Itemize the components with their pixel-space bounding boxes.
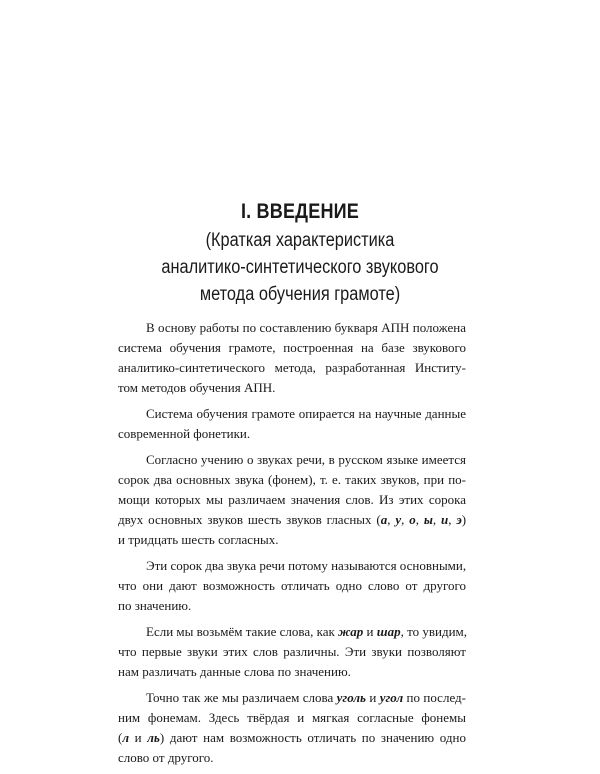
- phoneme-l-soft: ль: [147, 730, 160, 745]
- text-line: сорок два основных звука (фонем), т. е. таких звуков, при по-: [118, 472, 466, 487]
- text-line: система обучения грамоте, построенная на базе звукового: [118, 340, 466, 355]
- text-line: Эти сорок два звука речи потому называются основными,: [146, 558, 467, 573]
- text-line: нам различать данные слова по значению.: [118, 664, 351, 679]
- text-line: аналитико-синтетического метода, разработанная Институ-: [118, 360, 466, 375]
- vowels-line-close: ): [461, 512, 467, 527]
- word-ugol-soft: уголь: [336, 690, 366, 705]
- text-line: Согласно учению о звуках речи, в русском языке имеется: [146, 452, 466, 467]
- text-segment: и: [365, 690, 380, 705]
- text-line: [118, 688, 466, 708]
- vowel-u: у: [395, 512, 402, 527]
- text-segment: Если мы возьмём такие слова, как: [146, 624, 339, 639]
- text-line: Система обучения грамоте опирается на научные данные: [146, 406, 466, 421]
- vowel-o: о: [409, 512, 416, 527]
- text-segment: , то увидим,: [400, 624, 467, 639]
- vowel-i: и: [440, 512, 449, 527]
- text-line: что они дают возможность отличать одно слово от другого: [118, 578, 466, 593]
- chapter-subtitle-line-1: (Краткая характеристика: [205, 230, 395, 251]
- text-line: том методов обучения АПН.: [118, 380, 276, 395]
- paragraph-5: [118, 622, 466, 682]
- word-zhar: жар: [338, 624, 364, 639]
- vowel-e: э: [456, 512, 462, 527]
- text-segment: Точно так же мы различаем слова: [146, 690, 337, 705]
- paragraph-4: [118, 556, 466, 616]
- body-text: [118, 318, 466, 774]
- text-line: мощи которых мы различаем значения слов. Из этих сорока: [118, 492, 466, 507]
- word-ugol-hard: угол: [379, 690, 404, 705]
- text-segment: ): [159, 730, 165, 745]
- text-line: что первые звуки этих слов различны. Эти звуки позволяют: [118, 644, 466, 659]
- text-segment: дают нам возможность отличать по значению одно: [164, 730, 466, 745]
- text-line: В основу работы по составлению букваря АПН положена: [146, 320, 466, 335]
- word-shar: шар: [376, 624, 401, 639]
- text-line: и тридцать шесть согласных.: [118, 532, 279, 547]
- vowel-y: ы: [423, 512, 433, 527]
- vowels-line-text: двух основных звуков шесть звуков гласных (: [118, 512, 381, 527]
- phoneme-l: л: [122, 730, 130, 745]
- chapter-title: I. ВВЕДЕНИЕ: [240, 200, 360, 223]
- text-line: современной фонетики.: [118, 426, 251, 441]
- text-line: [118, 622, 466, 642]
- text-line: слово от другого.: [118, 750, 214, 765]
- text-segment: (: [118, 730, 123, 745]
- text-segment: по послед-: [403, 690, 466, 705]
- text-segment: и: [363, 624, 377, 639]
- chapter-heading: [0, 197, 600, 308]
- paragraph-3: [118, 450, 466, 550]
- paragraph-2: [118, 404, 466, 444]
- chapter-subtitle-line-3: метода обучения грамоте): [199, 284, 401, 305]
- text-line: ним фонемам. Здесь твёрдая и мягкая согласные фонемы: [118, 710, 466, 725]
- paragraph-1: [118, 318, 466, 398]
- paragraph-6: [118, 688, 466, 768]
- vowel-a: а: [380, 512, 388, 527]
- text-line: [118, 728, 466, 748]
- text-line: по значению.: [118, 598, 192, 613]
- text-segment: и: [129, 730, 148, 745]
- chapter-subtitle-line-2: аналитико-синтетического звукового: [161, 257, 439, 278]
- vowels-line: двух основных звуков шесть звуков гласных (а, у, о, ы, и, э): [118, 512, 467, 527]
